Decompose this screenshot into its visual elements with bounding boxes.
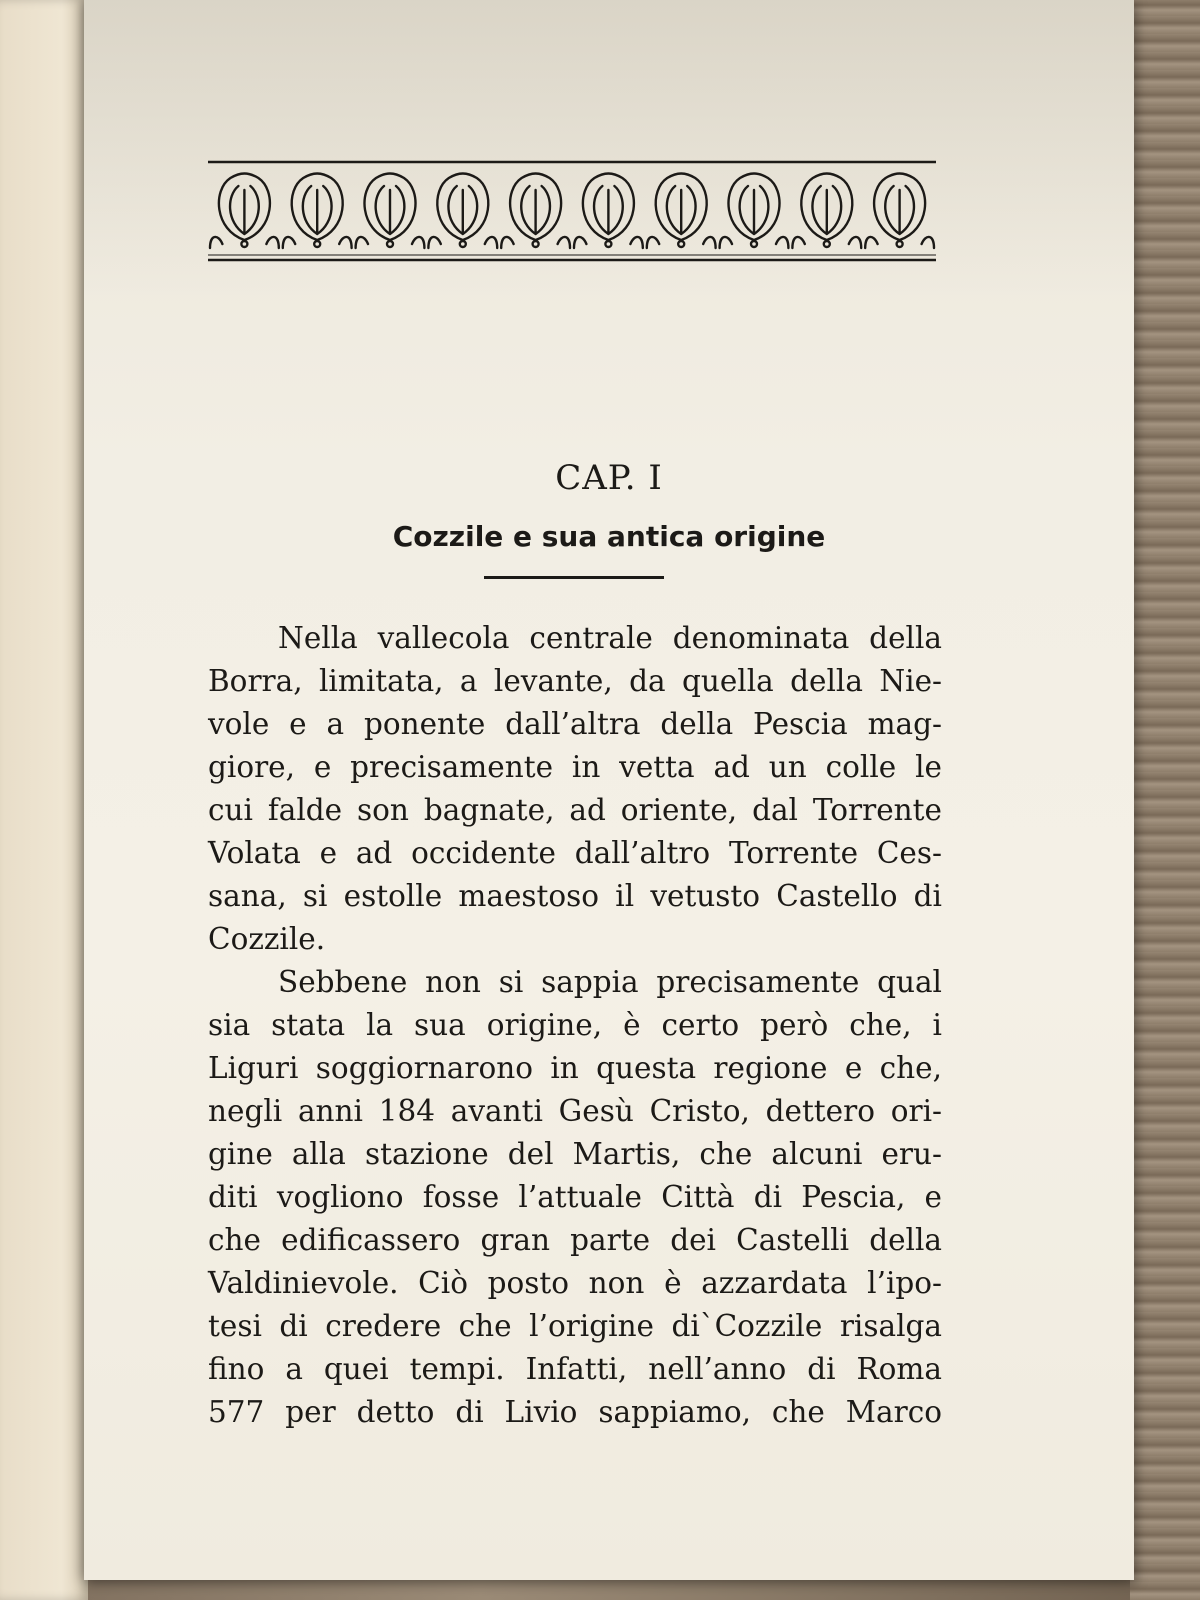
book-page <box>84 0 1134 1580</box>
lotus-motif-icon <box>574 174 643 249</box>
text-line: che edificassero gran parte dei Castelli della <box>208 1223 942 1257</box>
lotus-frieze-icon <box>208 160 936 262</box>
text-line: Liguri soggiornarono in questa regione e che, <box>208 1051 942 1085</box>
text-line: giore, e precisamente in vetta ad un colle le <box>208 750 942 784</box>
text-line: Nella vallecola centrale denominata della <box>278 621 942 655</box>
paragraph-2 <box>208 961 942 1434</box>
lotus-motif-icon <box>720 174 789 249</box>
text-line: tesi di credere che l’origine di`Cozzile risalga <box>208 1309 942 1343</box>
lotus-motif-icon <box>283 174 352 249</box>
wooden-table <box>1130 0 1200 1600</box>
chapter-title: Cozzile e sua antica origine <box>392 520 826 553</box>
text-line: sana, si estolle maestoso il vetusto Castello di <box>208 879 942 913</box>
text-line: fino a quei tempi. Infatti, nell’anno di Roma <box>208 1352 942 1386</box>
lotus-motif-icon <box>792 174 861 249</box>
lotus-motif-icon <box>501 174 570 249</box>
text-line: gine alla stazione del Martis, che alcuni eru- <box>208 1137 942 1171</box>
title-underline <box>484 576 664 579</box>
body-text <box>208 617 942 1434</box>
text-line: Cozzile. <box>208 922 326 956</box>
lotus-motif-icon <box>647 174 716 249</box>
text-line: Valdinievole. Ciò posto non è azzardata l’ipo- <box>208 1266 942 1300</box>
chapter-number: CAP. I <box>555 458 663 498</box>
lotus-motif-icon <box>428 174 497 249</box>
paragraph-1 <box>208 617 942 961</box>
text-line: negli anni 184 avanti Gesù Cristo, dettero ori- <box>208 1094 942 1128</box>
left-page-edge <box>0 0 88 1600</box>
text-line: vole e a ponente dall’altra della Pescia mag- <box>208 707 942 741</box>
text-line: diti vogliono fosse l’attuale Città di Pescia, e <box>208 1180 942 1214</box>
lotus-motif-icon <box>210 174 279 249</box>
text-line: Sebbene non si sappia precisamente qual <box>278 965 942 999</box>
text-line: Volata e ad occidente dall’altro Torrente Ces- <box>208 836 942 870</box>
text-line: cui falde son bagnate, ad oriente, dal Torrente <box>208 793 942 827</box>
lotus-motif-icon <box>356 174 425 249</box>
lotus-motif-icon <box>865 174 934 249</box>
text-line: sia stata la sua origine, è certo però che, i <box>208 1008 942 1042</box>
text-line: 577 per detto di Livio sappiamo, che Marco <box>208 1395 942 1429</box>
text-line: Borra, limitata, a levante, da quella della Nie- <box>208 664 942 698</box>
